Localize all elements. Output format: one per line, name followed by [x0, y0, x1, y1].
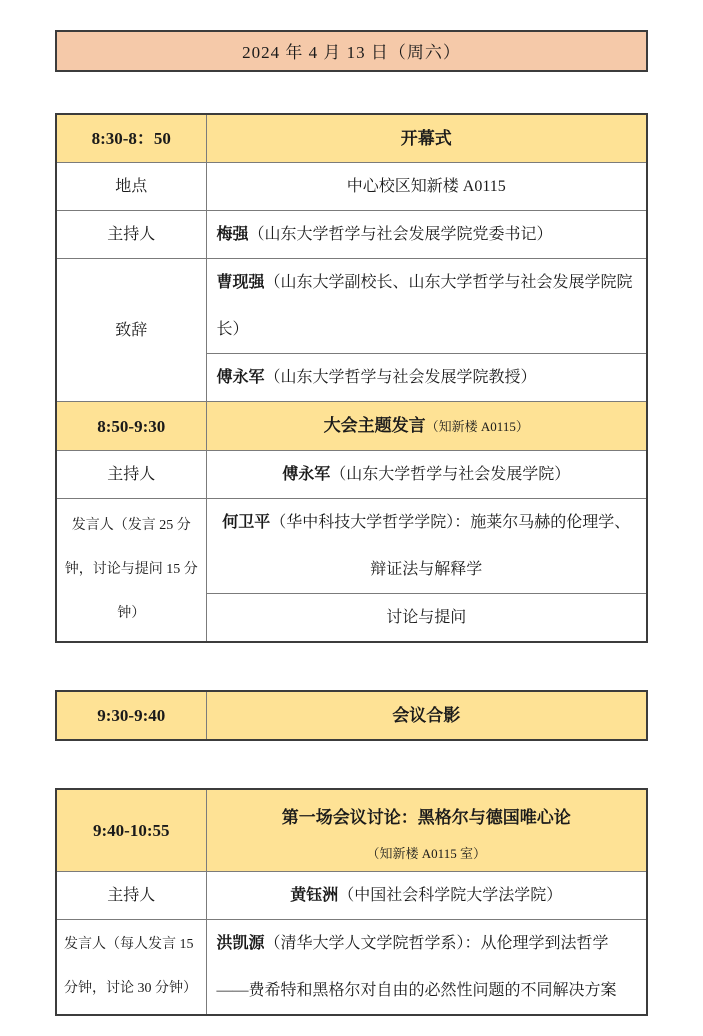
panel1-header-row: [56, 789, 647, 872]
panel1-host-affiliation: （中国社会科学院大学法学院）: [338, 887, 563, 904]
location-row: [56, 163, 647, 211]
panel1-speaker-name: 洪凯源: [216, 935, 265, 952]
opening-host-label: 主持人: [56, 211, 206, 259]
location-label: 地点: [56, 163, 206, 211]
keynote-host-row: [56, 451, 647, 499]
panel1-host-name: 黄钰洲: [290, 887, 339, 904]
location-value: 中心校区知新楼 A0115: [206, 163, 647, 211]
keynote-host-name: 傅永军: [282, 466, 331, 483]
panel1-location-note: （知新楼 A0115 室）: [366, 846, 486, 861]
keynote-discussion: 讨论与提问: [206, 594, 647, 643]
panel1-speaker-label: 发言人（每人发言 15 分钟，讨论 30 分钟）: [56, 920, 206, 1016]
panel1-talk: [206, 920, 647, 1016]
panel1-host-value: [206, 872, 647, 920]
panel1-host-row: [56, 872, 647, 920]
speech-speaker-1-name: 曹现强: [216, 274, 265, 291]
keynote-title-text: 大会主题发言: [323, 416, 426, 435]
speech-speaker-2-name: 傅永军: [216, 369, 265, 386]
opening-header-row: [56, 114, 647, 163]
panel1-table: [55, 788, 648, 1016]
speech-speaker-1: [206, 259, 647, 354]
panel1-title-text: 第一场会议讨论：黑格尔与德国唯心论: [281, 808, 571, 827]
opening-host-affiliation: （山东大学哲学与社会发展学院党委书记）: [248, 226, 553, 243]
keynote-talk-title: （华中科技大学哲学学院）：施莱尔马赫的伦理学、辩证法与解释学: [270, 514, 631, 578]
keynote-speaker-label: 发言人（发言 25 分钟，讨论与提问 15 分钟）: [56, 499, 206, 643]
speech-speaker-2-affiliation: （山东大学哲学与社会发展学院教授）: [264, 369, 537, 386]
speech-speaker-2: [206, 354, 647, 402]
panel1-talk-row: [56, 920, 647, 1016]
group-photo-table: [55, 690, 648, 741]
date-header: 2024 年 4 月 13 日（周六）: [55, 30, 648, 72]
opening-host-row: [56, 211, 647, 259]
keynote-talk: [206, 499, 647, 594]
panel1-talk-title: （清华大学人文学院哲学系）：从伦理学到法哲学——费希特和黑格尔对自由的必然性问题的不同解决方案: [216, 935, 617, 999]
photo-row: [56, 691, 647, 740]
keynote-time: 8:50-9:30: [56, 402, 206, 451]
opening-host-name: 梅强: [216, 226, 249, 243]
panel1-title: [206, 789, 647, 872]
photo-title: 会议合影: [206, 691, 647, 740]
speech-row-1: [56, 259, 647, 354]
keynote-talk-row: [56, 499, 647, 594]
speech-speaker-1-affiliation: （山东大学副校长、山东大学哲学与社会发展学院院长）: [216, 274, 633, 338]
photo-time: 9:30-9:40: [56, 691, 206, 740]
speech-label: 致辞: [56, 259, 206, 402]
keynote-title: [206, 402, 647, 451]
opening-host-value: [206, 211, 647, 259]
morning-session-table: [55, 113, 648, 643]
keynote-host-label: 主持人: [56, 451, 206, 499]
opening-title: 开幕式: [206, 114, 647, 163]
panel1-time: 9:40-10:55: [56, 789, 206, 872]
keynote-host-value: [206, 451, 647, 499]
opening-time: 8:30-8：50: [56, 114, 206, 163]
keynote-location-note: （知新楼 A0115）: [425, 419, 529, 434]
panel1-host-label: 主持人: [56, 872, 206, 920]
keynote-speaker-name: 何卫平: [222, 514, 271, 531]
keynote-host-affiliation: （山东大学哲学与社会发展学院）: [330, 466, 571, 483]
keynote-header-row: [56, 402, 647, 451]
